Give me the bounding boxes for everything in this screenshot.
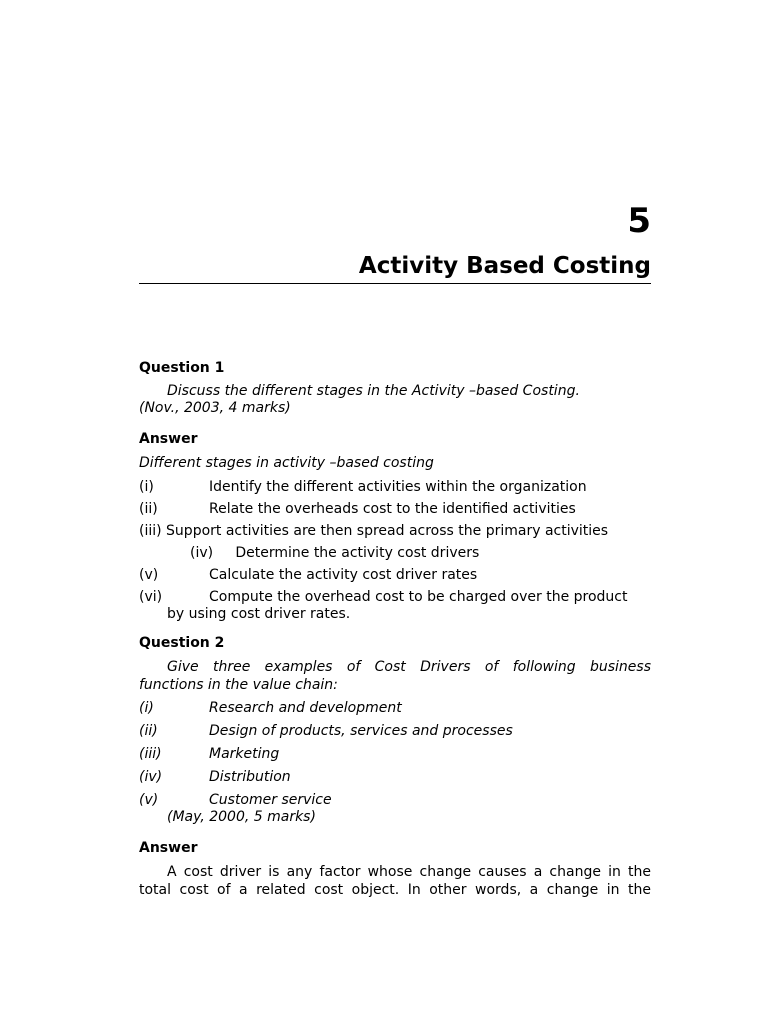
question-2-item [139, 769, 651, 786]
item-number: (iv) [139, 769, 163, 785]
item-text: Relate the overheads cost to the identified activities [209, 501, 576, 517]
answer-1-item: (iv) Determine the activity cost drivers [190, 545, 480, 561]
question-1-prompt: Discuss the different stages in the Activity –based Costing. [167, 383, 580, 399]
item-text: Identify the different activities within the organization [209, 479, 587, 495]
answer-1-item [139, 589, 651, 606]
item-text: Design of products, services and processes [209, 723, 513, 739]
item-number: (i) [139, 700, 154, 716]
answer-1-intro: Different stages in activity –based costing [139, 455, 434, 471]
item-text: Customer service [209, 792, 332, 808]
item-number: (iii) [139, 746, 162, 762]
answer-1-item: (iii) Support activities are then spread across the primary activities [139, 523, 609, 539]
answer-1-item [139, 479, 651, 496]
answer-1-item [139, 501, 651, 518]
item-text: Marketing [209, 746, 280, 762]
question-2-item [139, 746, 651, 763]
chapter-title: Activity Based Costing [358, 253, 651, 279]
title-rule [139, 283, 651, 284]
question-2-item [139, 700, 651, 717]
document-page [139, 0, 651, 1024]
item-number: (ii) [139, 723, 158, 739]
question-2-source: (May, 2000, 5 marks) [167, 809, 316, 825]
answer-1-item-continuation: by using cost driver rates. [167, 606, 351, 622]
question-2-item [139, 723, 651, 740]
question-2-heading: Question 2 [139, 635, 225, 651]
answer-1-heading: Answer [139, 431, 198, 447]
answer-1-item [139, 567, 651, 584]
answer-2-heading: Answer [139, 840, 198, 856]
question-2-item [139, 792, 651, 809]
question-2-prompt-line-2: functions in the value chain: [139, 677, 338, 693]
question-1-source: (Nov., 2003, 4 marks) [139, 400, 291, 416]
item-text: Compute the overhead cost to be charged over the product [209, 589, 628, 605]
item-number: (v) [139, 792, 159, 808]
item-number: (ii) [139, 501, 158, 517]
item-number: (vi) [139, 589, 163, 605]
answer-2-line-1: A cost driver is any factor whose change causes a change in the [167, 864, 651, 880]
chapter-number: 5 [627, 201, 651, 241]
item-text: Research and development [209, 700, 402, 716]
item-text: Calculate the activity cost driver rates [209, 567, 478, 583]
question-2-prompt-line-1: Give three examples of Cost Drivers of following business [167, 659, 651, 675]
question-1-heading: Question 1 [139, 360, 225, 376]
answer-2-line-2: total cost of a related cost object. In other words, a change in the [139, 882, 651, 898]
item-number: (v) [139, 567, 159, 583]
item-text: Distribution [209, 769, 291, 785]
item-number: (i) [139, 479, 154, 495]
